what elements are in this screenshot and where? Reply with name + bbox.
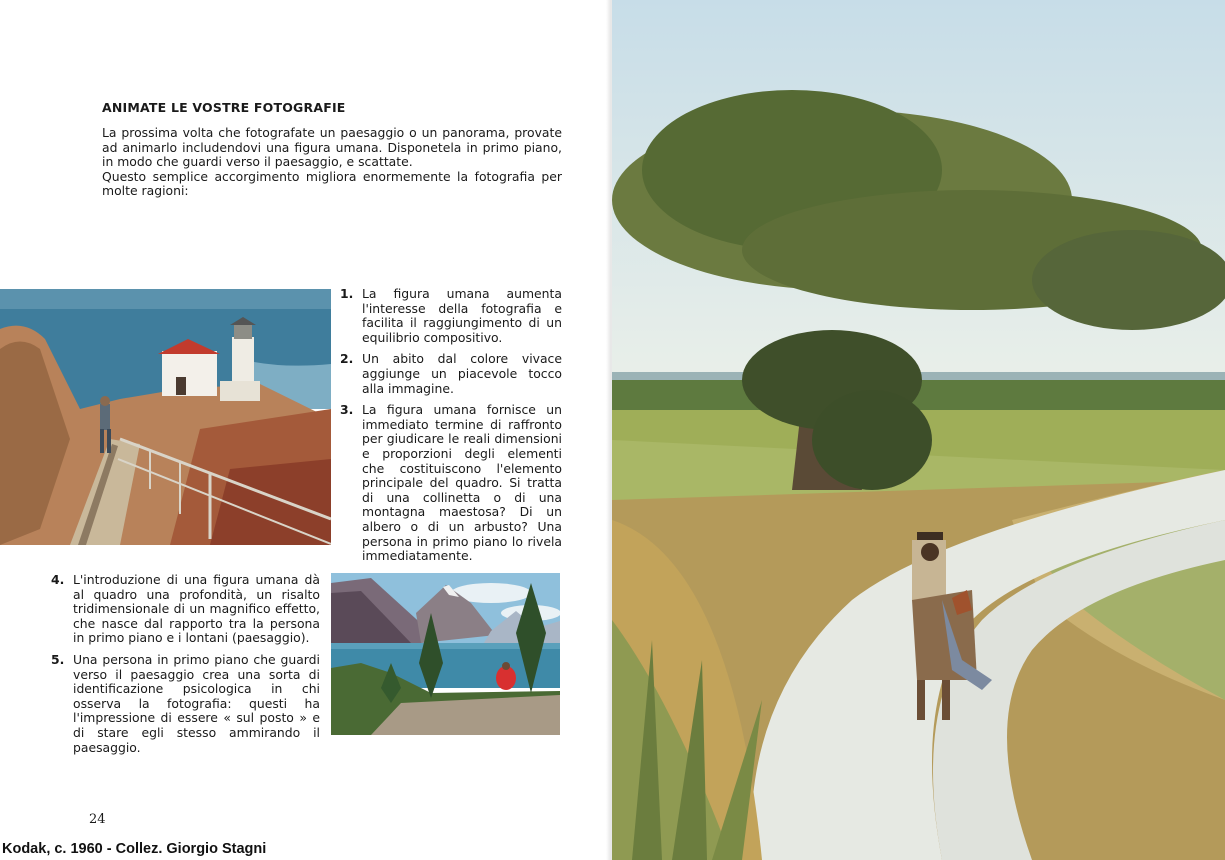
list-item-number: 3.: [340, 402, 354, 418]
list-item-number: 1.: [340, 286, 354, 301]
tree-road-photo: [612, 0, 1225, 860]
lighthouse-photo-image: [0, 289, 331, 545]
mountain-lake-photo: [331, 573, 560, 735]
list-item: [51, 653, 320, 755]
list-item: [340, 403, 562, 564]
list-item-number: 2.: [340, 351, 354, 367]
intro-text: [102, 126, 562, 199]
intro-paragraph-1: La prossima volta che fotografate un paesaggio o un panorama, provate ad animarlo includendovi una figura umana. Disponetela in primo piano, in modo che guardi verso il paesaggio, e scattate.: [102, 125, 562, 170]
list-item-text: Una persona in primo piano che guardi verso il paesaggio crea una sorta di identificazione psicologica in chi osserva la fotografia: questi ha l'impressione di essere « sul posto » e di stare egli stesso ammirando il paesaggio.: [73, 651, 320, 755]
mountain-lake-photo-image: [331, 573, 560, 735]
list-item-number: 4.: [51, 572, 65, 587]
page-heading: ANIMATE LE VOSTRE FOTOGRAFIE: [102, 100, 346, 115]
list-item: [51, 573, 320, 646]
list-item-number: 5.: [51, 651, 65, 667]
list-item: [340, 352, 562, 396]
tree-road-photo-image: [612, 0, 1225, 860]
list-top: [340, 287, 562, 571]
left-page: [0, 0, 612, 860]
credit-caption: Kodak, c. 1960 - Collez. Giorgio Stagni: [2, 841, 267, 857]
list-item-text: L'introduzione di una figura umana dà al quadro una profondità, un risalto tridimensionale di un magnifico effetto, che nasce dal rapporto tra la persona in primo piano e i lontani (paesaggio).: [73, 572, 320, 646]
page-number: 24: [89, 812, 106, 827]
list-item-text: La figura umana aumenta l'interesse della fotografia e facilita il raggiungimento di un equilibrio compositivo.: [362, 286, 562, 345]
list-item-text: Un abito dal colore vivace aggiunge un piacevole tocco alla immagine.: [362, 351, 562, 396]
list-item: [340, 287, 562, 345]
list-item-text: La figura umana fornisce un immediato termine di raffronto per giudicare le reali dimensioni e proporzioni degli elementi che costituiscono l'elemento principale del quadro. Si tratta di una collinetta o di una montagna maestosa? Di un albero o di un arbusto? Una persona in primo piano lo rivela immediatamente.: [362, 402, 562, 564]
list-bottom: [51, 573, 320, 762]
lighthouse-photo: [0, 289, 331, 545]
intro-paragraph-2: Questo semplice accorgimento migliora enormemente la fotografia per molte ragioni:: [102, 168, 562, 199]
